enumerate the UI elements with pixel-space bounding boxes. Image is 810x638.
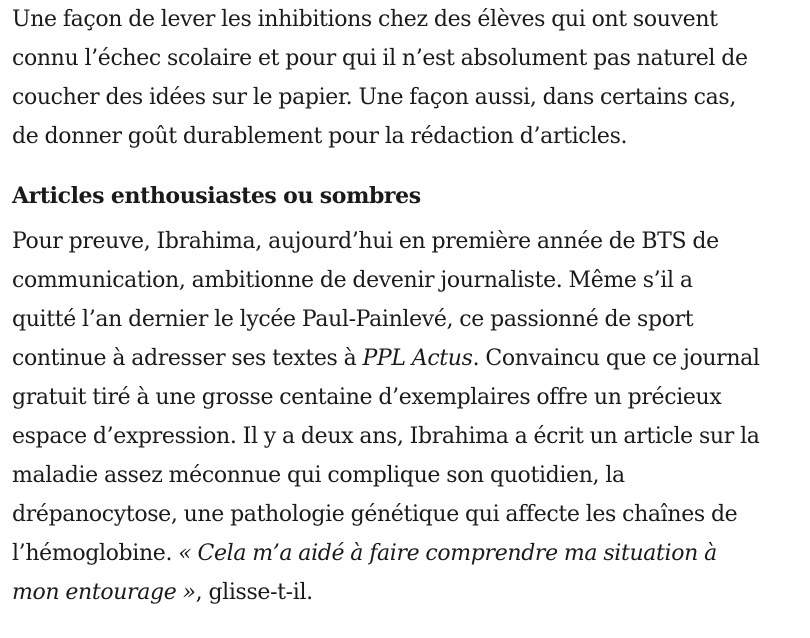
- paragraph-line: Pour preuve, Ibrahima, aujourd’hui en première année de BTS de: [12, 229, 719, 254]
- paragraph-line: [12, 573, 802, 612]
- line-text: l’hémoglobine.: [12, 541, 179, 566]
- intro-paragraph: [12, 0, 802, 156]
- section-subheading: Articles enthousiastes ou sombres: [12, 183, 421, 209]
- paragraph-line: communication, ambitionne de devenir journaliste. Même s’il a: [12, 268, 693, 293]
- paragraph-line: gratuit tiré à une grosse centaine d’exemplaires offre un précieux: [12, 385, 722, 410]
- paragraph-line: maladie assez méconnue qui complique son quotidien, la: [12, 463, 625, 488]
- paragraph-line: de donner goût durablement pour la rédaction d’articles.: [12, 124, 628, 149]
- paragraph-line: espace d’expression. Il y a deux ans, Ibrahima a écrit un article sur la: [12, 424, 760, 449]
- paragraph-line: connu l’échec scolaire et pour qui il n’est absolument pas naturel de: [12, 46, 748, 71]
- line-text: continue à adresser ses textes à: [12, 346, 363, 371]
- paragraph-line: [12, 534, 802, 573]
- line-text: , glisse-t-il.: [195, 580, 313, 605]
- publication-title: PPL Actus: [362, 346, 473, 371]
- paragraph-line: [12, 339, 802, 378]
- quote-text: « Cela m’a aidé à faire comprendre ma situation à: [178, 541, 717, 566]
- body-paragraph: [12, 222, 802, 612]
- article-body: [12, 0, 802, 612]
- paragraph-line: Une façon de lever les inhibitions chez des élèves qui ont souvent: [12, 7, 718, 32]
- paragraph-line: quitté l’an dernier le lycée Paul-Painlevé, ce passionné de sport: [12, 307, 694, 332]
- paragraph-line: coucher des idées sur le papier. Une façon aussi, dans certains cas,: [12, 85, 736, 110]
- quote-text: mon entourage »: [12, 580, 196, 605]
- line-text: . Convaincu que ce journal: [472, 346, 760, 371]
- paragraph-line: drépanocytose, une pathologie génétique qui affecte les chaînes de: [12, 502, 738, 527]
